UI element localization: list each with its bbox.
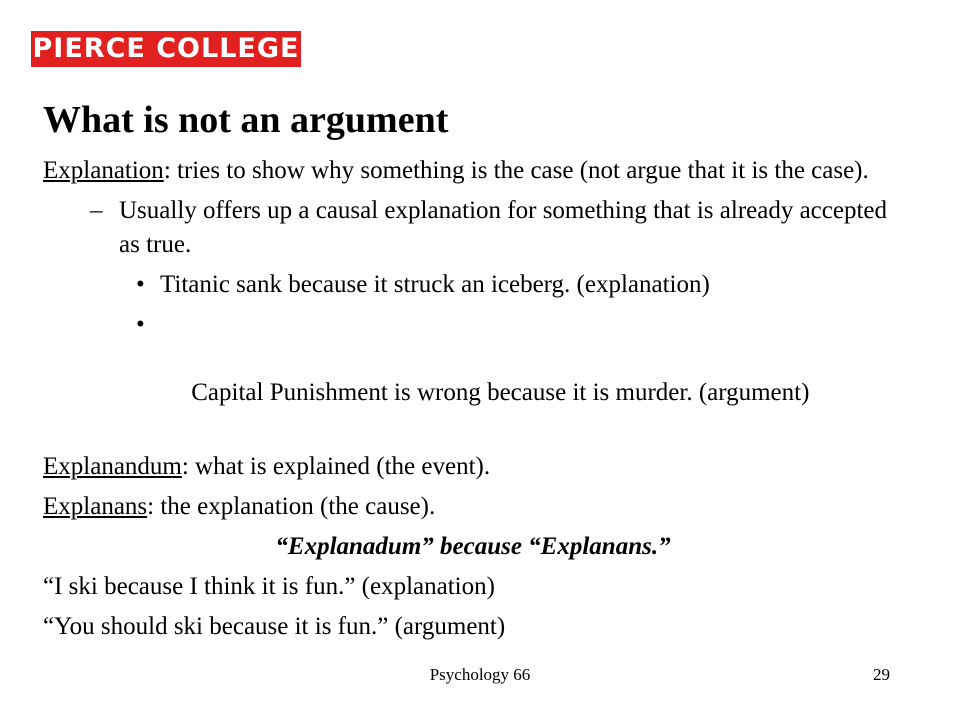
- explanans-definition: [43, 490, 903, 524]
- slide-title: What is not an argument: [43, 99, 449, 141]
- formula-line: “Explanadum” because “Explanans.”: [275, 533, 671, 560]
- explanation-subpoint: [90, 194, 903, 262]
- example-capital-punishment-text: Capital Punishment is wrong because it is murder. (argument): [185, 379, 810, 406]
- example-capital-punishment: [136, 308, 903, 444]
- bullet-marker: •: [136, 271, 145, 298]
- explanation-term: Explanation: [43, 157, 164, 184]
- logo-text: PIERCE COLLEGE: [32, 33, 300, 64]
- explanandum-definition: [43, 450, 903, 484]
- footer-course: Psychology 66: [429, 665, 531, 684]
- explanandum-definition-text: : what is explained (the event).: [181, 453, 491, 480]
- slide-body: [43, 154, 903, 650]
- example-ski-argument: “You should ski because it is fun.” (argument): [43, 613, 506, 640]
- example-ski-explanation: “I ski because I think it is fun.” (explanation): [43, 573, 495, 600]
- slide-number: 29: [873, 665, 890, 684]
- pierce-college-logo: [31, 31, 301, 67]
- explanation-subpoint-text: Usually offers up a causal explanation for something that is already accepted as true.: [119, 197, 888, 258]
- explanation-definition: [43, 154, 903, 188]
- explanandum-term: Explanandum: [43, 453, 182, 480]
- dash-marker: –: [90, 197, 103, 224]
- explanans-term: Explanans: [43, 493, 148, 520]
- example-titanic-text: Titanic sank because it struck an iceberg. (explanation): [160, 271, 710, 298]
- explanans-definition-text: : the explanation (the cause).: [147, 493, 436, 520]
- explanation-definition-text: : tries to show why something is the case (not argue that it is the case).: [163, 157, 869, 184]
- bullet-marker: •: [136, 311, 145, 338]
- example-titanic: [136, 268, 903, 302]
